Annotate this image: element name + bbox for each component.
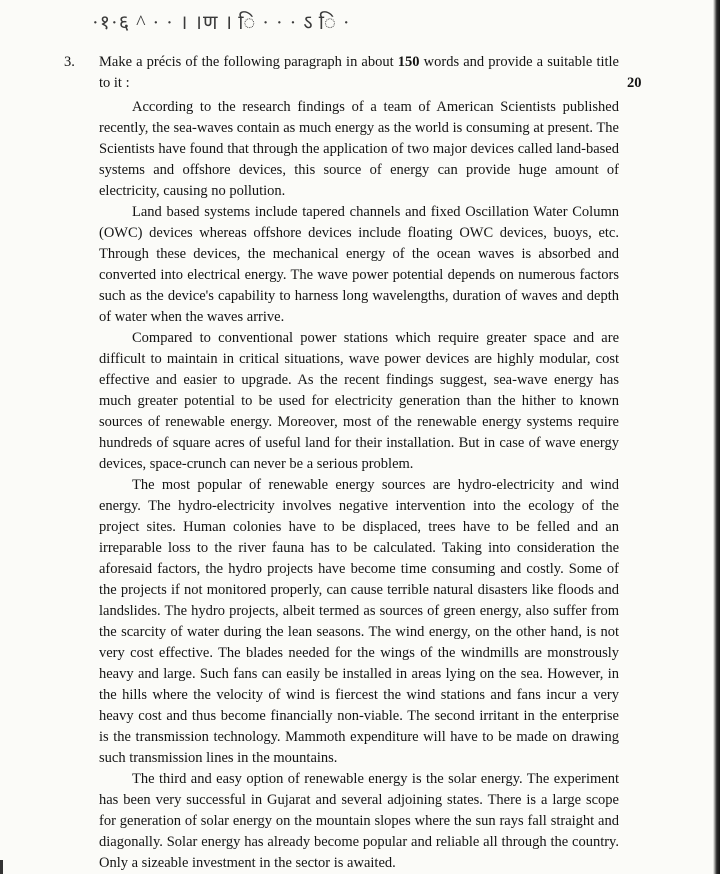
page-edge-shadow [713, 0, 720, 874]
page-edge-mark [0, 860, 3, 874]
question-text-before: Make a précis of the following paragraph in about [99, 54, 398, 70]
passage-paragraph: The most popular of renewable energy sources are hydro-electricity and wind energy. The hydro-electricity involves negative intervention into the ecology of the project sites. Human colonies have to be displaced, trees have to be felled and an irreparable loss to the river fauna has to be calculated. Taking into consideration the aforesaid factors, the hydro projects have become time consuming and costly. Some of the projects if not monitored properly, can cause terrible natural disasters like floods and landslides. The hydro projects, albeit termed as sources of green energy, also suffer from the scarcity of water during the lean seasons. The wind energy, on the other hand, is not very cost effective. The blades needed for the wings of the windmills are monstrously heavy and large. Such fans can easily be installed in areas lying on the sea. However, in the hills where the velocity of wind is fiercest the wind stations and fans incur a very heavy cost and thus become financially non-viable. The second irritant in the enterprise is the transmission technology. Mammoth expenditure will have to be made on drawing such transmission lines in the mountains. [99, 477, 619, 766]
header-scan-noise: ·१·६ ^ · · । ।ण । ि · · · ऽ ि · [92, 12, 351, 34]
question-number: 3. [64, 54, 75, 70]
scanned-header-fragment [0, 0, 720, 40]
passage-paragraph: Compared to conventional power stations which require greater space and are difficult to maintain in critical situations, wave power devices are highly modular, cost effective and easier to upgrade. As the recent findings suggest, sea-wave energy has much greater potential to be used for electricity generation than the hither to known sources of renewable energy. Moreover, most of the renewable energy systems require hundreds of square acres of useful land for their installation. But in case of wave energy devices, space-crunch can never be a serious problem. [99, 330, 619, 472]
passage-paragraph: According to the research findings of a team of American Scientists published recently, the sea-waves contain as much energy as the world is consuming at present. The Scientists have found that through the application of two major devices called land-based systems and offshore devices, this source of energy can provide huge amount of electricity, causing no pollution. [99, 99, 619, 199]
question-marks: 20 [627, 75, 642, 91]
question-word-count: 150 [397, 54, 420, 70]
question-text-after: words and provide a suitable title to it : [99, 54, 619, 91]
passage-paragraph: Land based systems include tapered channels and fixed Oscillation Water Column (OWC) devices whereas offshore devices include floating OWC devices, buoys, etc. Through these devices, the mechanical energy of the ocean waves is absorbed and converted into electrical energy. The wave power potential depends on numerous factors such as the device's capability to harness long wavelengths, duration of waves and depth of water when the waves arrive. [99, 204, 619, 325]
passage [99, 97, 619, 874]
question-text [99, 52, 619, 94]
passage-paragraph: The third and easy option of renewable energy is the solar energy. The experiment has been very successful in Gujarat and several adjoining states. There is a large scope for generation of solar energy on the mountain slopes where the sun rays fall straight and diagonally. Solar energy has already become popular and reliable all through the country. Only a sizeable investment in the sector is awaited. [99, 771, 619, 871]
